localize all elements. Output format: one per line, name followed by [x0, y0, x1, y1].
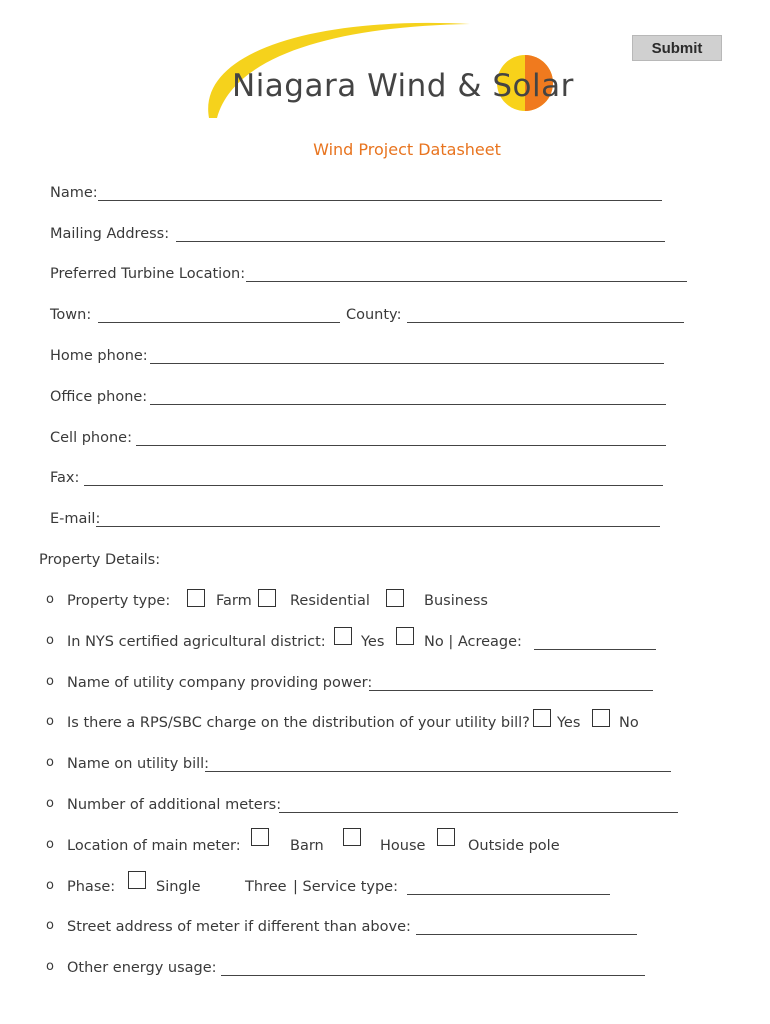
- county-field[interactable]: [407, 322, 684, 323]
- rps-sbc-label: Is there a RPS/SBC charge on the distribution of your utility bill?: [67, 715, 530, 731]
- turbine-location-label: Preferred Turbine Location:: [50, 266, 246, 282]
- farm-label: Farm: [216, 593, 252, 609]
- logo-swoosh-sun-icon: [195, 12, 575, 122]
- turbine-location-field[interactable]: [246, 281, 687, 282]
- utility-company-field[interactable]: [369, 690, 653, 691]
- bullet: o: [46, 674, 54, 689]
- bullet: o: [46, 755, 54, 770]
- cell-phone-label: Cell phone:: [50, 430, 132, 446]
- bullet: o: [46, 959, 54, 974]
- phase-label: Phase:: [67, 879, 116, 895]
- rps-sbc-yes-label: Yes: [557, 715, 581, 731]
- additional-meters-field[interactable]: [279, 812, 678, 813]
- email-field[interactable]: [96, 526, 660, 527]
- ag-district-yes-label: Yes: [361, 634, 385, 650]
- outside-pole-label: Outside pole: [468, 838, 560, 854]
- bullet: o: [46, 714, 54, 729]
- county-label: County:: [346, 307, 402, 323]
- home-phone-label: Home phone:: [50, 348, 148, 364]
- utility-company-label: Name of utility company providing power:: [67, 675, 373, 691]
- rps-sbc-yes-checkbox[interactable]: [533, 709, 551, 727]
- other-energy-label: Other energy usage:: [67, 960, 217, 976]
- name-label: Name:: [50, 185, 98, 201]
- name-field[interactable]: [98, 200, 662, 201]
- rps-sbc-no-label: No: [619, 715, 639, 731]
- cell-phone-field[interactable]: [136, 445, 666, 446]
- business-label: Business: [424, 593, 488, 609]
- meter-address-field[interactable]: [416, 934, 637, 935]
- town-label: Town:: [50, 307, 92, 323]
- acreage-label: | Acreage:: [448, 634, 522, 650]
- town-field[interactable]: [98, 322, 340, 323]
- house-label: House: [380, 838, 426, 854]
- bullet: o: [46, 633, 54, 648]
- home-phone-field[interactable]: [150, 363, 664, 364]
- bullet: o: [46, 878, 54, 893]
- rps-sbc-no-checkbox[interactable]: [592, 709, 610, 727]
- mailing-address-label: Mailing Address:: [50, 226, 170, 242]
- ag-district-no-label: No: [424, 634, 444, 650]
- acreage-field[interactable]: [534, 649, 656, 650]
- farm-checkbox[interactable]: [187, 589, 205, 607]
- barn-label: Barn: [290, 838, 324, 854]
- ag-district-yes-checkbox[interactable]: [334, 627, 352, 645]
- office-phone-label: Office phone:: [50, 389, 148, 405]
- office-phone-field[interactable]: [150, 404, 666, 405]
- submit-button[interactable]: Submit: [632, 35, 722, 61]
- service-type-field[interactable]: [407, 894, 610, 895]
- mailing-address-field[interactable]: [176, 241, 665, 242]
- single-phase-checkbox[interactable]: [128, 871, 146, 889]
- single-phase-label: Single: [156, 879, 201, 895]
- name-on-bill-label: Name on utility bill:: [67, 756, 210, 772]
- additional-meters-label: Number of additional meters:: [67, 797, 282, 813]
- form-title: Wind Project Datasheet: [313, 140, 501, 159]
- three-phase-label: Three: [245, 879, 287, 895]
- brand-name: Niagara Wind & Solar: [232, 68, 574, 104]
- bullet: o: [46, 837, 54, 852]
- property-type-label: Property type:: [67, 593, 171, 609]
- bullet: o: [46, 918, 54, 933]
- residential-label: Residential: [290, 593, 370, 609]
- main-meter-label: Location of main meter:: [67, 838, 241, 854]
- fax-field[interactable]: [84, 485, 663, 486]
- residential-checkbox[interactable]: [258, 589, 276, 607]
- outside-pole-checkbox[interactable]: [437, 828, 455, 846]
- fax-label: Fax:: [50, 470, 80, 486]
- other-energy-field[interactable]: [221, 975, 645, 976]
- bullet: o: [46, 592, 54, 607]
- service-type-label: | Service type:: [293, 879, 398, 895]
- ag-district-label: In NYS certified agricultural district:: [67, 634, 326, 650]
- barn-checkbox[interactable]: [251, 828, 269, 846]
- house-checkbox[interactable]: [343, 828, 361, 846]
- bullet: o: [46, 796, 54, 811]
- name-on-bill-field[interactable]: [205, 771, 671, 772]
- ag-district-no-checkbox[interactable]: [396, 627, 414, 645]
- email-label: E-mail:: [50, 511, 101, 527]
- property-details-heading: Property Details:: [39, 552, 161, 568]
- meter-address-label: Street address of meter if different than above:: [67, 919, 411, 935]
- business-checkbox[interactable]: [386, 589, 404, 607]
- ag-district-no-acreage-label: [424, 632, 522, 652]
